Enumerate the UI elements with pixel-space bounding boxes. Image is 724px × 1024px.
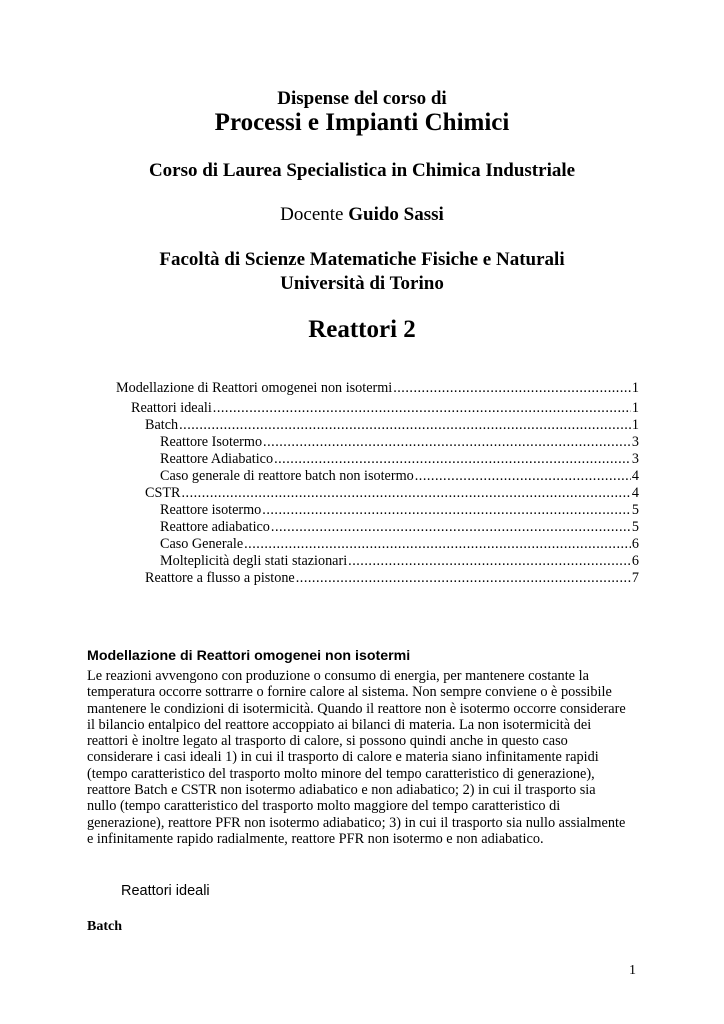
toc-entry[interactable] — [160, 502, 639, 519]
toc-page: 5 — [631, 519, 639, 535]
toc-label: Reattore Isotermo — [160, 434, 263, 450]
course-title: Processi e Impianti Chimici — [214, 109, 510, 136]
toc-label: Modellazione di Reattori omogenei non isotermi — [116, 380, 393, 396]
subsection-heading: Reattori ideali — [121, 883, 210, 899]
paragraph-line: temperatura occorre sottrarre o fornire calore al sistema. Non sempre conviene o è possibile — [87, 684, 612, 701]
toc-label: Reattore Adiabatico — [160, 451, 274, 467]
paragraph-line: e infinitamente rapido radialmente, reattore PFR non isotermo e non adiabatico. — [87, 830, 544, 847]
toc-leader — [213, 400, 631, 417]
toc-label: Caso generale di reattore batch non isotermo — [160, 468, 414, 484]
toc-page: 1 — [631, 380, 639, 396]
toc-entry[interactable] — [160, 451, 639, 468]
toc-label: Reattore adiabatico — [160, 519, 270, 535]
toc-entry[interactable] — [160, 553, 639, 570]
page-number: 1 — [629, 963, 636, 978]
toc-leader — [274, 451, 631, 468]
toc-label: Reattori ideali — [131, 400, 212, 416]
degree-line: Corso di Laurea Specialistica in Chimica Industriale — [148, 160, 576, 181]
toc-entry[interactable] — [145, 417, 639, 434]
toc-page: 4 — [631, 468, 639, 484]
paragraph-line: Le reazioni avvengono con produzione o consumo di energia, per mantenere costante la — [87, 668, 589, 684]
toc-page: 7 — [631, 570, 639, 586]
paragraph-line: mantenere le condizioni di isotermicità. Quando il reattore non è isotermo occorre considerare — [87, 700, 626, 717]
toc-label: CSTR — [145, 485, 181, 501]
toc-leader — [271, 519, 631, 536]
document-title: Reattori 2 — [308, 316, 416, 343]
toc-label: Reattore a flusso a pistone — [145, 570, 295, 586]
toc-page: 3 — [631, 451, 639, 467]
toc-label: Molteplicità degli stati stazionari — [160, 553, 348, 569]
paragraph-line: considerare i casi ideali 1) in cui il trasporto di calore e materia siano infinitamente rapidi — [87, 749, 599, 766]
toc-page: 6 — [631, 553, 639, 569]
sub-subsection-heading: Batch — [87, 919, 122, 934]
toc-page: 3 — [631, 434, 639, 450]
teacher-name: Guido Sassi — [348, 204, 444, 225]
toc-leader — [181, 485, 630, 502]
toc-leader — [348, 553, 631, 570]
body-paragraph — [87, 668, 642, 847]
toc-page: 4 — [631, 485, 639, 501]
paragraph-line: il bilancio entalpico del reattore accoppiato ai bilanci di materia. La non isotermicità dei — [87, 716, 592, 733]
toc-entry[interactable] — [116, 380, 639, 397]
toc-page: 1 — [631, 417, 639, 433]
toc-entry[interactable] — [160, 434, 639, 451]
toc-entry[interactable] — [145, 485, 639, 502]
toc-leader — [244, 536, 631, 553]
toc-page: 5 — [631, 502, 639, 518]
paragraph-line: reattore Batch e CSTR non isotermo adiabatico e non adiabatico; 2) in cui il trasporto sia — [87, 782, 596, 799]
section-heading: Modellazione di Reattori omogenei non isotermi — [87, 648, 411, 664]
toc-entry[interactable] — [160, 519, 639, 536]
paragraph-line: reattori è inoltre legato al trasporto di calore, si possono quindi anche in questo caso — [87, 733, 568, 750]
toc-leader — [393, 380, 631, 397]
toc-leader — [179, 417, 631, 434]
teacher-prefix: Docente — [280, 204, 349, 225]
toc-entry[interactable] — [160, 468, 639, 485]
toc-leader — [263, 434, 631, 451]
toc-entry[interactable] — [145, 570, 639, 587]
toc-leader — [415, 468, 631, 485]
faculty-line: Facoltà di Scienze Matematiche Fisiche e Naturali — [159, 249, 565, 270]
paragraph-line: generazione), reattore PFR non isotermo adiabatico; 3) in cui il trasporto sia nullo assialmente — [87, 814, 626, 831]
toc-label: Batch — [145, 417, 179, 433]
toc-label: Reattore isotermo — [160, 502, 262, 518]
toc-entry[interactable] — [131, 400, 639, 417]
toc-leader — [296, 570, 631, 587]
toc-page: 6 — [631, 536, 639, 552]
teacher-line — [0, 204, 724, 226]
toc-leader — [262, 502, 631, 519]
paragraph-line: nullo (tempo caratteristico del trasporto molto maggiore del tempo caratteristico di — [87, 798, 561, 815]
paragraph-line: (tempo caratteristico del trasporto molto minore del tempo caratteristico di generazione), — [87, 765, 595, 782]
toc-entry[interactable] — [160, 536, 639, 553]
toc-page: 1 — [631, 400, 639, 416]
university-line: Università di Torino — [280, 273, 444, 294]
toc-label: Caso Generale — [160, 536, 244, 552]
course-intro: Dispense del corso di — [277, 88, 447, 109]
